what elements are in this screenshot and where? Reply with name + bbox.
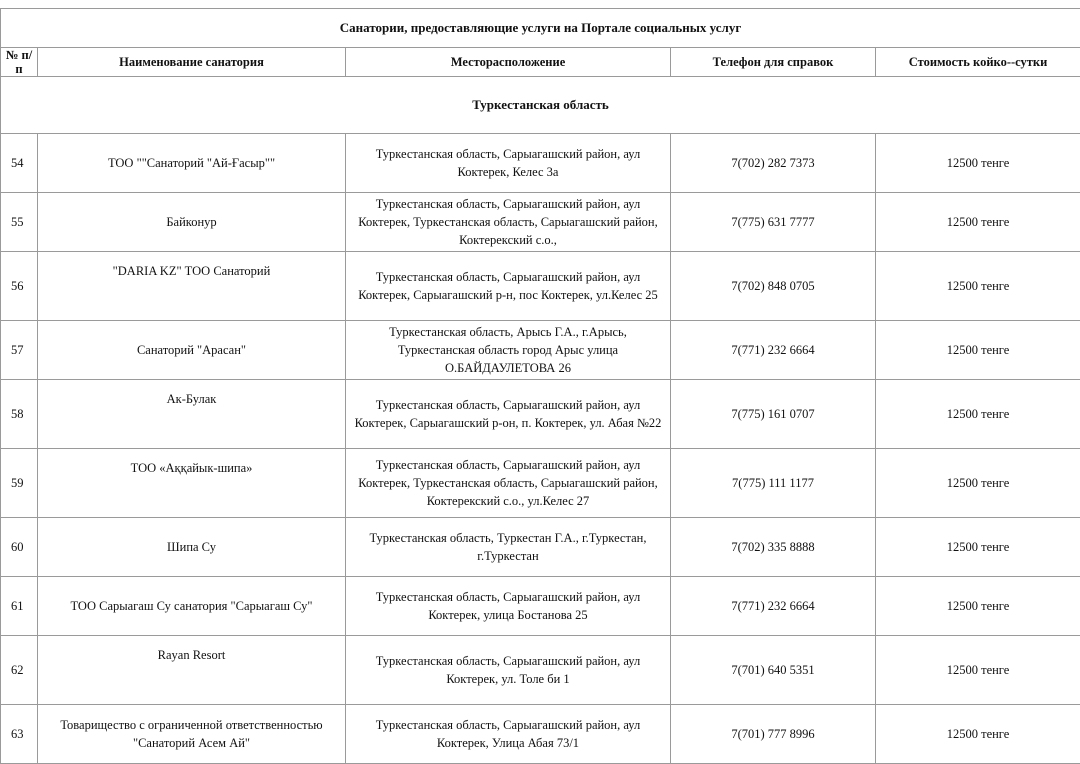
row-phone: 7(771) 232 6664	[671, 321, 876, 380]
row-num: 55	[1, 193, 38, 252]
row-phone: 7(701) 640 5351	[671, 636, 876, 705]
row-name: ТОО «Аққайык-шипа»	[38, 449, 346, 518]
row-name: Rayan Resort	[38, 636, 346, 705]
row-num: 63	[1, 705, 38, 764]
row-cost: 12500 тенге	[876, 380, 1080, 449]
table-row	[1, 321, 1080, 380]
row-phone: 7(702) 335 8888	[671, 518, 876, 577]
header-cost: Стоимость койко--сутки	[876, 48, 1080, 77]
row-location: Туркестанская область, Сарыагашский район, аул Коктерек, Сарыагашский р-н, пос Коктерек, ул.Келес 25	[346, 252, 671, 321]
title-row	[1, 9, 1080, 48]
row-num: 61	[1, 577, 38, 636]
row-num: 54	[1, 134, 38, 193]
row-phone: 7(775) 161 0707	[671, 380, 876, 449]
table-row	[1, 577, 1080, 636]
row-num: 60	[1, 518, 38, 577]
row-location: Туркестанская область, Сарыагашский район, аул Коктерек, Туркестанская область, Сарыагашский район, Коктерекский с.о.,	[346, 193, 671, 252]
table-row	[1, 449, 1080, 518]
table-row	[1, 518, 1080, 577]
row-cost: 12500 тенге	[876, 449, 1080, 518]
row-num: 62	[1, 636, 38, 705]
row-location: Туркестанская область, Сарыагашский район, аул Коктерек, Туркестанская область, Сарыагашский район, Коктерекский с.о., ул.Келес 27	[346, 449, 671, 518]
row-location: Туркестанская область, Сарыагашский район, аул Коктерек, ул. Толе би 1	[346, 636, 671, 705]
row-cost: 12500 тенге	[876, 193, 1080, 252]
row-name: Санаторий "Арасан"	[38, 321, 346, 380]
row-cost: 12500 тенге	[876, 705, 1080, 764]
row-location: Туркестанская область, Сарыагашский район, аул Коктерек, улица Бостанова 25	[346, 577, 671, 636]
header-row	[1, 48, 1080, 77]
row-cost: 12500 тенге	[876, 577, 1080, 636]
table-row	[1, 134, 1080, 193]
row-location: Туркестанская область, Сарыагашский район, аул Коктерек, Улица Абая 73/1	[346, 705, 671, 764]
header-name: Наименование санатория	[38, 48, 346, 77]
header-num: № п/п	[1, 48, 38, 77]
table-row	[1, 193, 1080, 252]
row-cost: 12500 тенге	[876, 636, 1080, 705]
table-row	[1, 252, 1080, 321]
row-phone: 7(701) 777 8996	[671, 705, 876, 764]
region-row	[1, 77, 1080, 134]
row-name: Товарищество с ограниченной ответственностью "Санаторий Асем Ай"	[38, 705, 346, 764]
row-location: Туркестанская область, Туркестан Г.А., г.Туркестан, г.Туркестан	[346, 518, 671, 577]
table-row	[1, 705, 1080, 764]
row-num: 58	[1, 380, 38, 449]
row-location: Туркестанская область, Сарыагашский район, аул Коктерек, Сарыагашский р-он, п. Коктерек, ул. Абая №22	[346, 380, 671, 449]
row-phone: 7(775) 111 1177	[671, 449, 876, 518]
row-name: Байконур	[38, 193, 346, 252]
row-name: Шипа Су	[38, 518, 346, 577]
row-num: 57	[1, 321, 38, 380]
table-row	[1, 636, 1080, 705]
row-phone: 7(775) 631 7777	[671, 193, 876, 252]
row-phone: 7(702) 282 7373	[671, 134, 876, 193]
region-title: Туркестанская область	[1, 77, 1080, 134]
row-name: ТОО Сарыагаш Су санатория "Сарыагаш Су"	[38, 577, 346, 636]
row-name: ТОО ""Санаторий "Ай-Ғасыр""	[38, 134, 346, 193]
row-cost: 12500 тенге	[876, 518, 1080, 577]
row-name: Ак-Булак	[38, 380, 346, 449]
row-phone: 7(702) 848 0705	[671, 252, 876, 321]
row-cost: 12500 тенге	[876, 134, 1080, 193]
row-location: Туркестанская область, Арысь Г.А., г.Арысь, Туркестанская область город Арыс улица О.БАЙДАУЛЕТОВА 26	[346, 321, 671, 380]
row-location: Туркестанская область, Сарыагашский район, аул Коктерек, Келес 3а	[346, 134, 671, 193]
row-num: 59	[1, 449, 38, 518]
table-title: Санатории, предоставляющие услуги на Портале социальных услуг	[1, 9, 1080, 48]
row-name: "DARIA KZ" ТОО Санаторий	[38, 252, 346, 321]
row-cost: 12500 тенге	[876, 321, 1080, 380]
header-phone: Телефон для справок	[671, 48, 876, 77]
table-row	[1, 380, 1080, 449]
row-num: 56	[1, 252, 38, 321]
row-cost: 12500 тенге	[876, 252, 1080, 321]
header-location: Месторасположение	[346, 48, 671, 77]
sanatorium-table	[0, 8, 1080, 764]
row-phone: 7(771) 232 6664	[671, 577, 876, 636]
